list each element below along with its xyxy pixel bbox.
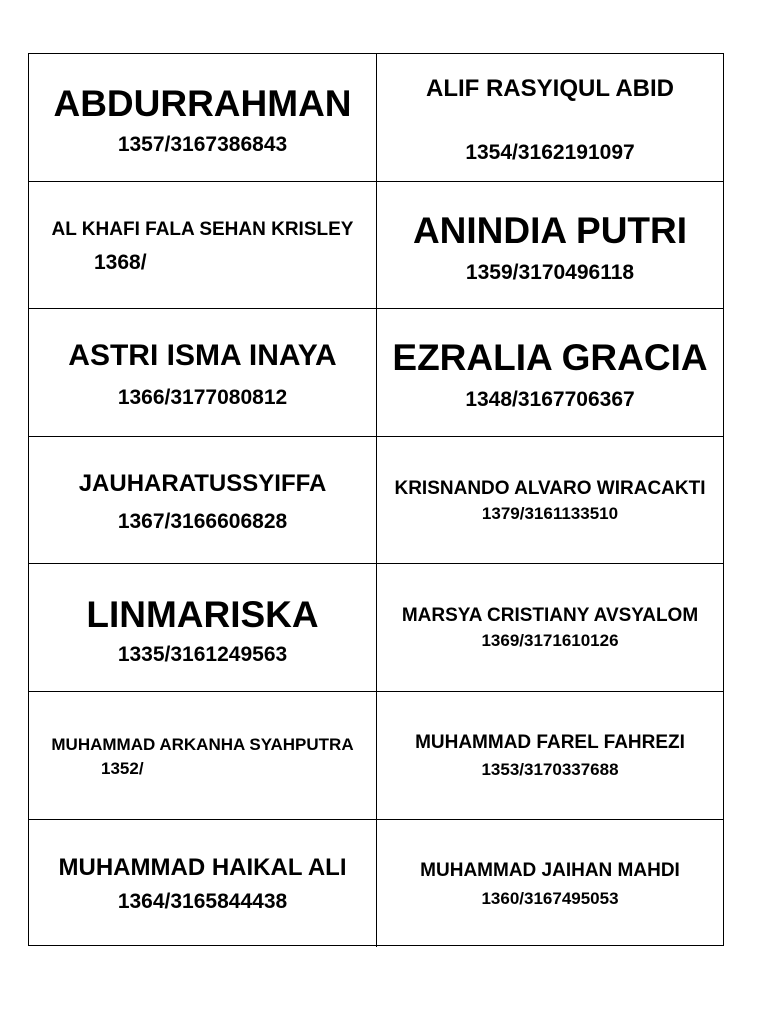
name-card bbox=[29, 437, 377, 564]
student-name: KRISNANDO ALVARO WIRACAKTI bbox=[394, 477, 706, 499]
grid-row bbox=[29, 54, 723, 182]
student-name: ANINDIA PUTRI bbox=[412, 209, 688, 251]
student-name: ASTRI ISMA INAYA bbox=[68, 339, 337, 373]
name-card-grid bbox=[28, 53, 724, 946]
student-name: LINMARISKA bbox=[86, 594, 319, 636]
student-id: 1366/3177080812 bbox=[117, 386, 288, 410]
student-id: 1369/3171610126 bbox=[481, 631, 619, 651]
grid-row bbox=[29, 820, 723, 948]
student-id: 1357/3167386843 bbox=[117, 133, 288, 156]
grid-row bbox=[29, 182, 723, 310]
student-id: 1354/3162191097 bbox=[465, 141, 635, 164]
name-card bbox=[29, 820, 377, 948]
student-name: JAUHARATUSSYIFFA bbox=[78, 469, 327, 497]
student-id: 1352/ bbox=[101, 759, 144, 778]
student-id: 1348/3167706367 bbox=[465, 388, 635, 412]
student-name: MARSYA CRISTIANY AVSYALOM bbox=[401, 605, 699, 627]
student-name: ALIF RASYIQUL ABID bbox=[425, 75, 674, 102]
student-id: 1353/3170337688 bbox=[481, 760, 619, 779]
name-card bbox=[29, 182, 377, 309]
name-card bbox=[377, 820, 723, 948]
grid-row bbox=[29, 437, 723, 565]
student-name: MUHAMMAD HAIKAL ALI bbox=[58, 853, 347, 881]
student-id: 1359/3170496118 bbox=[465, 260, 635, 284]
student-id: 1364/3165844438 bbox=[117, 889, 288, 913]
student-name: MUHAMMAD FAREL FAHREZI bbox=[415, 732, 685, 753]
name-card bbox=[377, 309, 723, 436]
grid-row bbox=[29, 692, 723, 820]
name-card bbox=[377, 437, 723, 564]
name-card bbox=[377, 54, 723, 181]
name-card bbox=[29, 692, 377, 819]
name-card bbox=[377, 564, 723, 691]
grid-row bbox=[29, 309, 723, 437]
student-name: EZRALIA GRACIA bbox=[392, 337, 708, 379]
student-id: 1368/ bbox=[94, 250, 147, 274]
name-card bbox=[29, 309, 377, 436]
student-name: MUHAMMAD ARKANHA SYAHPUTRA bbox=[51, 735, 354, 754]
name-card bbox=[377, 182, 723, 309]
student-id: 1360/3167495053 bbox=[481, 888, 619, 908]
student-name: MUHAMMAD JAIHAN MAHDI bbox=[420, 859, 680, 881]
name-card bbox=[29, 54, 377, 181]
student-id: 1335/3161249563 bbox=[117, 643, 288, 667]
student-id: 1367/3166606828 bbox=[117, 509, 288, 533]
name-card bbox=[29, 564, 377, 691]
student-id: 1379/3161133510 bbox=[481, 503, 619, 523]
student-name: AL KHAFI FALA SEHAN KRISLEY bbox=[51, 218, 354, 240]
student-name: ABDURRAHMAN bbox=[53, 83, 352, 124]
name-card bbox=[377, 692, 723, 819]
grid-row bbox=[29, 564, 723, 692]
